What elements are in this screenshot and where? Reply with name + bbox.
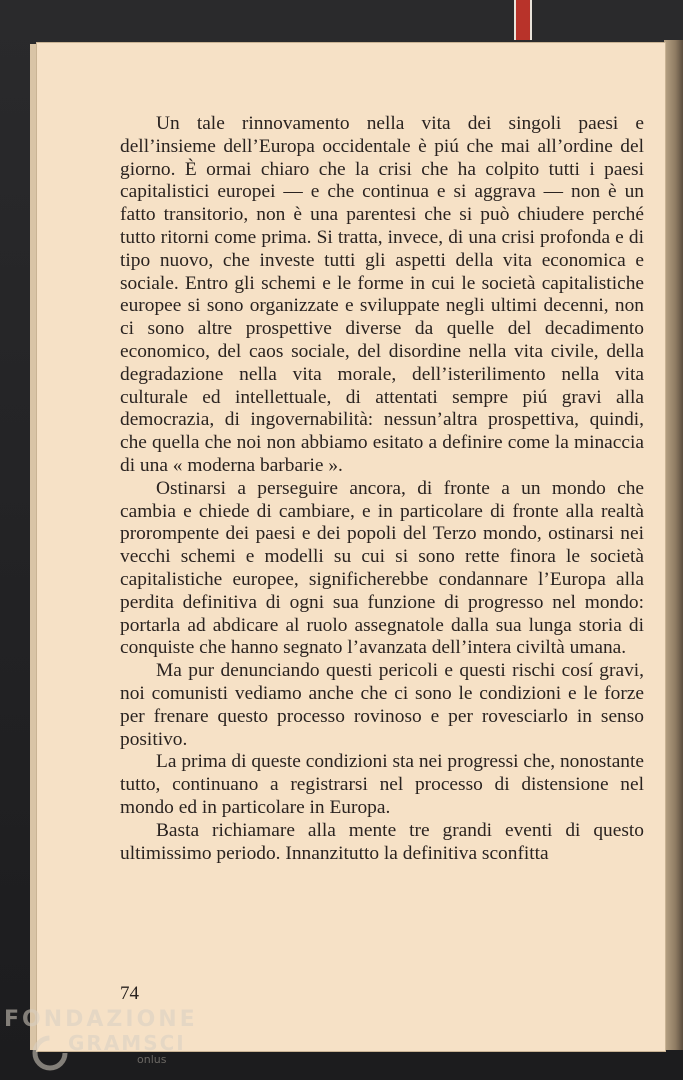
bookmark-ribbon <box>514 0 532 40</box>
watermark-logo-icon <box>30 1033 70 1073</box>
body-text <box>120 113 644 865</box>
paragraph-1: Un tale rinnovamento nella vita dei singoli paesi e dell’insieme dell’Europa occidentale è piú che mai all’ordine del giorno. È ormai chiaro che la crisi che ha colpito tutti i paesi capitalistici europei — e che continua e si aggrava — non è un fatto transitorio, non è una parentesi che si può chiudere perché tutto ritorni come prima. Si tratta, invece, di una crisi profonda e di tipo nuovo, che investe tutti gli aspetti della vita economica e sociale. Entro gli schemi e le forme in cui le società capitalistiche europee si sono organizzate e sviluppate negli ultimi decenni, non ci sono altre prospettive diverse da quelle del decadimento economico, del caos sociale, del disordine nella vita civile, della degradazione nella vita morale, dell’isterilimento nella vita culturale ed intellettuale, di attentati sempre piú gravi alla democrazia, di ingovernabilità: nessun’altra prospettiva, quindi, che quella che noi non abbiamo esitato a definire come la minaccia di una « moderna barbarie ». <box>120 113 644 476</box>
paragraph-5: Basta richiamare alla mente tre grandi eventi di questo ultimissimo periodo. Innanzitutto la definitiva sconfitta <box>120 819 644 864</box>
paragraph-2: Ostinarsi a perseguire ancora, di fronte a un mondo che cambia e chiede di cambiare, e in particolare di fronte alla realtà prorompente dei paesi e dei popoli del Terzo mondo, ostinarsi nei vecchi schemi e modelli su cui si sono rette finora le società capitalistiche europee, significherebbe condannare l’Europa alla perdita definitiva di ogni sua funzione di progresso nel mondo: portarla ad abdicare al ruolo assegnatole dalla sua lunga storia di conquiste che hanno segnato l’avanzata dell’intera civiltà umana. <box>120 477 644 659</box>
watermark <box>4 1003 198 1073</box>
page-right-edge <box>664 40 683 1050</box>
paragraph-3: Ma pur denunciando questi pericoli e questi rischi cosí gravi, noi comunisti vediamo anche che ci sono le condizioni e le forze per frenare questo processo rovinoso e per rovesciarlo in senso positivo. <box>120 660 644 750</box>
watermark-line-2: GRAMSCI <box>68 1031 186 1055</box>
page-number: 74 <box>120 983 139 1004</box>
paragraph-4: La prima di queste condizioni sta nei progressi che, nonostante tutto, continuano a registrarsi nel processo di distensione nel mondo ed in particolare in Europa. <box>120 751 644 818</box>
watermark-suffix: onlus <box>137 1053 167 1066</box>
watermark-line-1: FONDAZIONE <box>4 1007 198 1032</box>
